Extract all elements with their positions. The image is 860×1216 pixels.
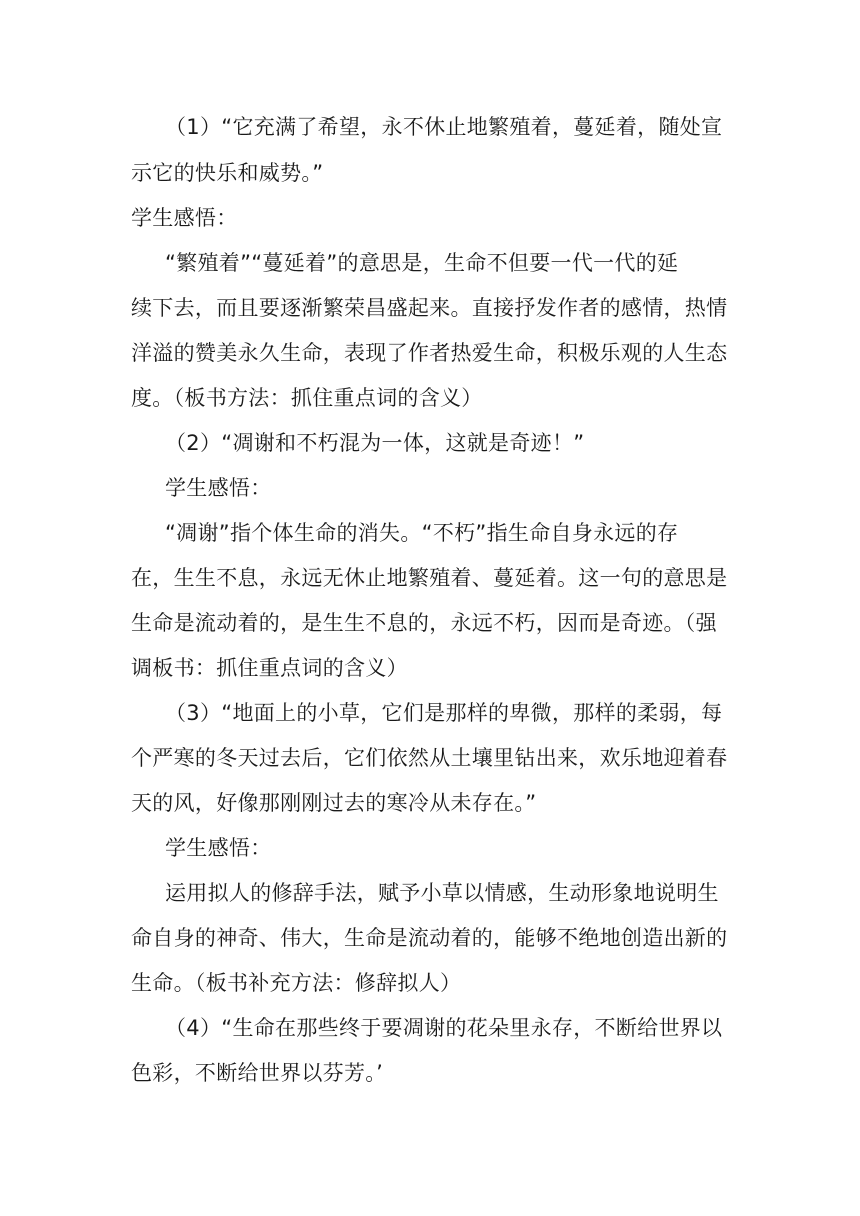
quote-1-line-1: （1）“它充满了希望，永不休止地繁殖着，蔓延着，随处宣 xyxy=(165,115,723,139)
insight-2-line-2: 在，生生不息，永远无休止地繁殖着、蔓延着。这一句的意思是 xyxy=(131,566,728,590)
quote-3-line-3: 天的风，好像那刚刚过去的寒冷从未存在。” xyxy=(131,791,537,815)
insight-2-line-4: 调板书：抓住重点词的含义） xyxy=(131,656,408,680)
quote-1-line-2: 示它的快乐和威势。” xyxy=(131,161,324,185)
student-insight-heading-1: 学生感悟： xyxy=(131,206,238,230)
insight-1-line-1: “繁殖着”“蔓延着”的意思是，生命不但要一代一代的延 xyxy=(165,251,679,275)
insight-2-line-3: 生命是流动着的，是生生不息的，永远不朽，因而是奇迹。（强 xyxy=(131,611,717,635)
quote-3-line-2: 个严寒的冬天过去后，它们依然从土壤里钻出来，欢乐地迎着春 xyxy=(131,746,728,770)
insight-3-line-3: 生命。（板书补充方法：修辞拟人） xyxy=(131,971,462,995)
quote-2-line-1: （2）“凋谢和不朽混为一体，这就是奇迹！” xyxy=(165,431,585,455)
insight-1-line-4: 度。（板书方法：抓住重点词的含义） xyxy=(131,386,483,410)
quote-3-line-1: （3）“地面上的小草，它们是那样的卑微，那样的柔弱，每 xyxy=(165,701,723,725)
quote-4-line-2: 色彩，不断给世界以芬芳。’ xyxy=(131,1061,384,1085)
insight-1-line-2: 续下去，而且要逐渐繁荣昌盛起来。直接抒发作者的感情，热情 xyxy=(131,296,728,320)
quote-4-line-1: （4）“生命在那些终于要凋谢的花朵里永存，不断给世界以 xyxy=(165,1016,723,1040)
student-insight-heading-2: 学生感悟： xyxy=(165,476,272,500)
insight-1-line-3: 洋溢的赞美永久生命，表现了作者热爱生命，积极乐观的人生态 xyxy=(131,341,728,365)
insight-3-line-1: 运用拟人的修辞手法，赋予小草以情感，生动形象地说明生 xyxy=(165,881,719,905)
student-insight-heading-3: 学生感悟： xyxy=(165,836,272,860)
insight-2-line-1: “凋谢”指个体生命的消失。“不朽”指生命自身永远的存 xyxy=(165,521,679,545)
insight-3-line-2: 命自身的神奇、伟大，生命是流动着的，能够不绝地创造出新的 xyxy=(131,926,728,950)
